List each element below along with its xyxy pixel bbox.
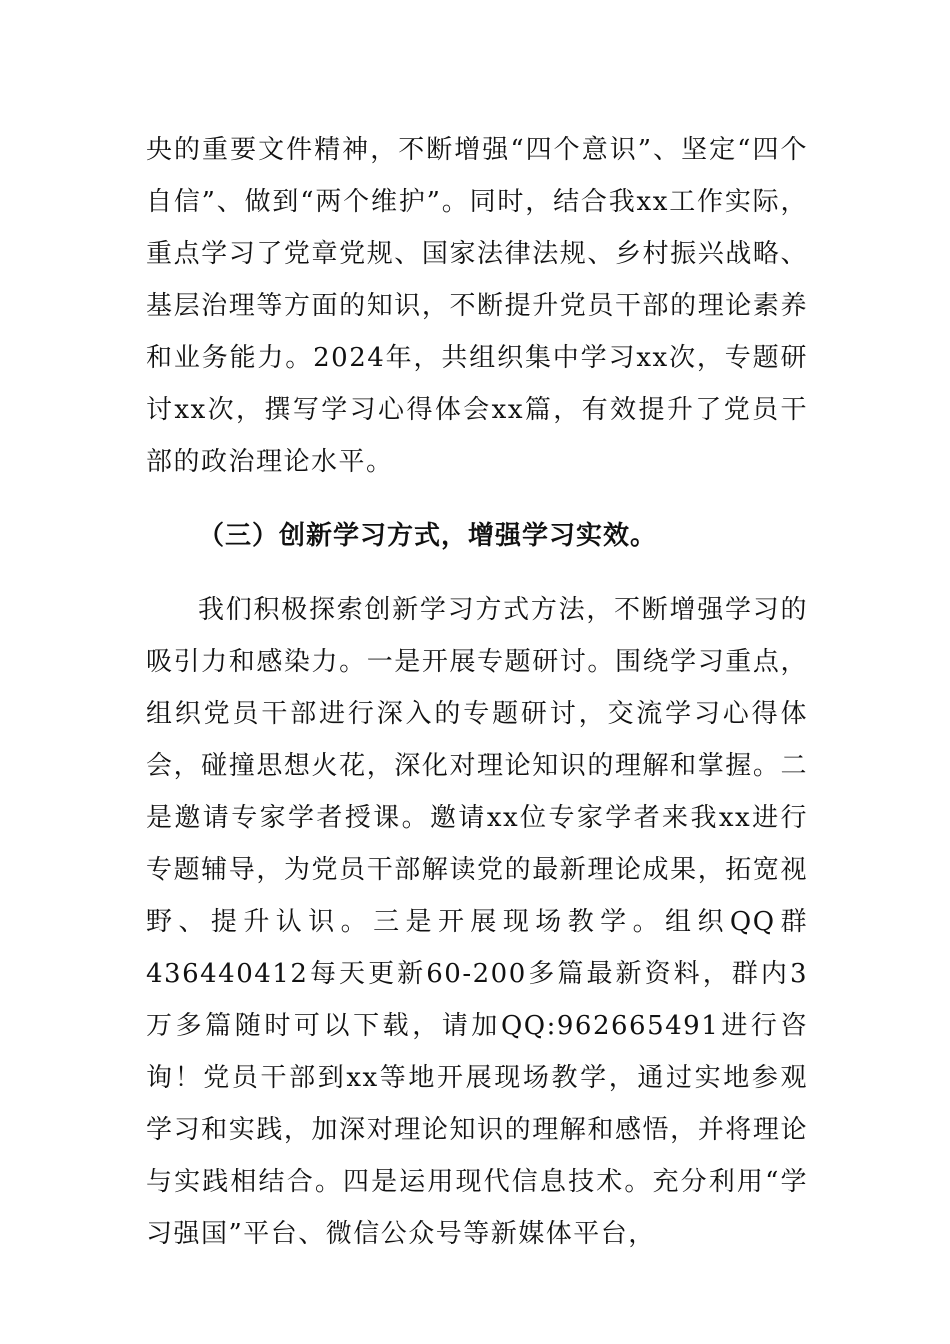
body-paragraph-2: 我们积极探索创新学习方式方法，不断增强学习的吸引力和感染力。一是开展专题研讨。围绕学习重点，组织党员干部进行深入的专题研讨，交流学习心得体会，碰撞思想火花，深化对理论知识的理解和掌握。二是邀请专家学者授课。邀请xx位专家学者来我xx进行专题辅导，为党员干部解读党的最新理论成果，拓宽视野、提升认识。三是开展现场教学。组织QQ群436440412每天更新60-200多篇最新资料，群内3万多篇随时可以下载，请加QQ:962665491进行咨询！党员干部到xx等地开展现场教学，通过实地参观学习和实践，加深对理论知识的理解和感悟，并将理论与实践相结合。四是运用现代信息技术。充分利用“学习强国”平台、微信公众号等新媒体平台， [146, 595, 808, 1249]
body-paragraph-1: 央的重要文件精神，不断增强“四个意识”、坚定“四个自信”、做到“两个维护”。同时，结合我xx工作实际，重点学习了党章党规、国家法律法规、乡村振兴战略、基层治理等方面的知识，不断提升党员干部的理论素养和业务能力。2024年，共组织集中学习xx次，专题研讨xx次，撰写学习心得体会xx篇，有效提升了党员干部的政治理论水平。 [146, 135, 808, 477]
section-heading: （三）创新学习方式，增强学习实效。 [198, 521, 658, 551]
document-body [146, 124, 808, 1260]
